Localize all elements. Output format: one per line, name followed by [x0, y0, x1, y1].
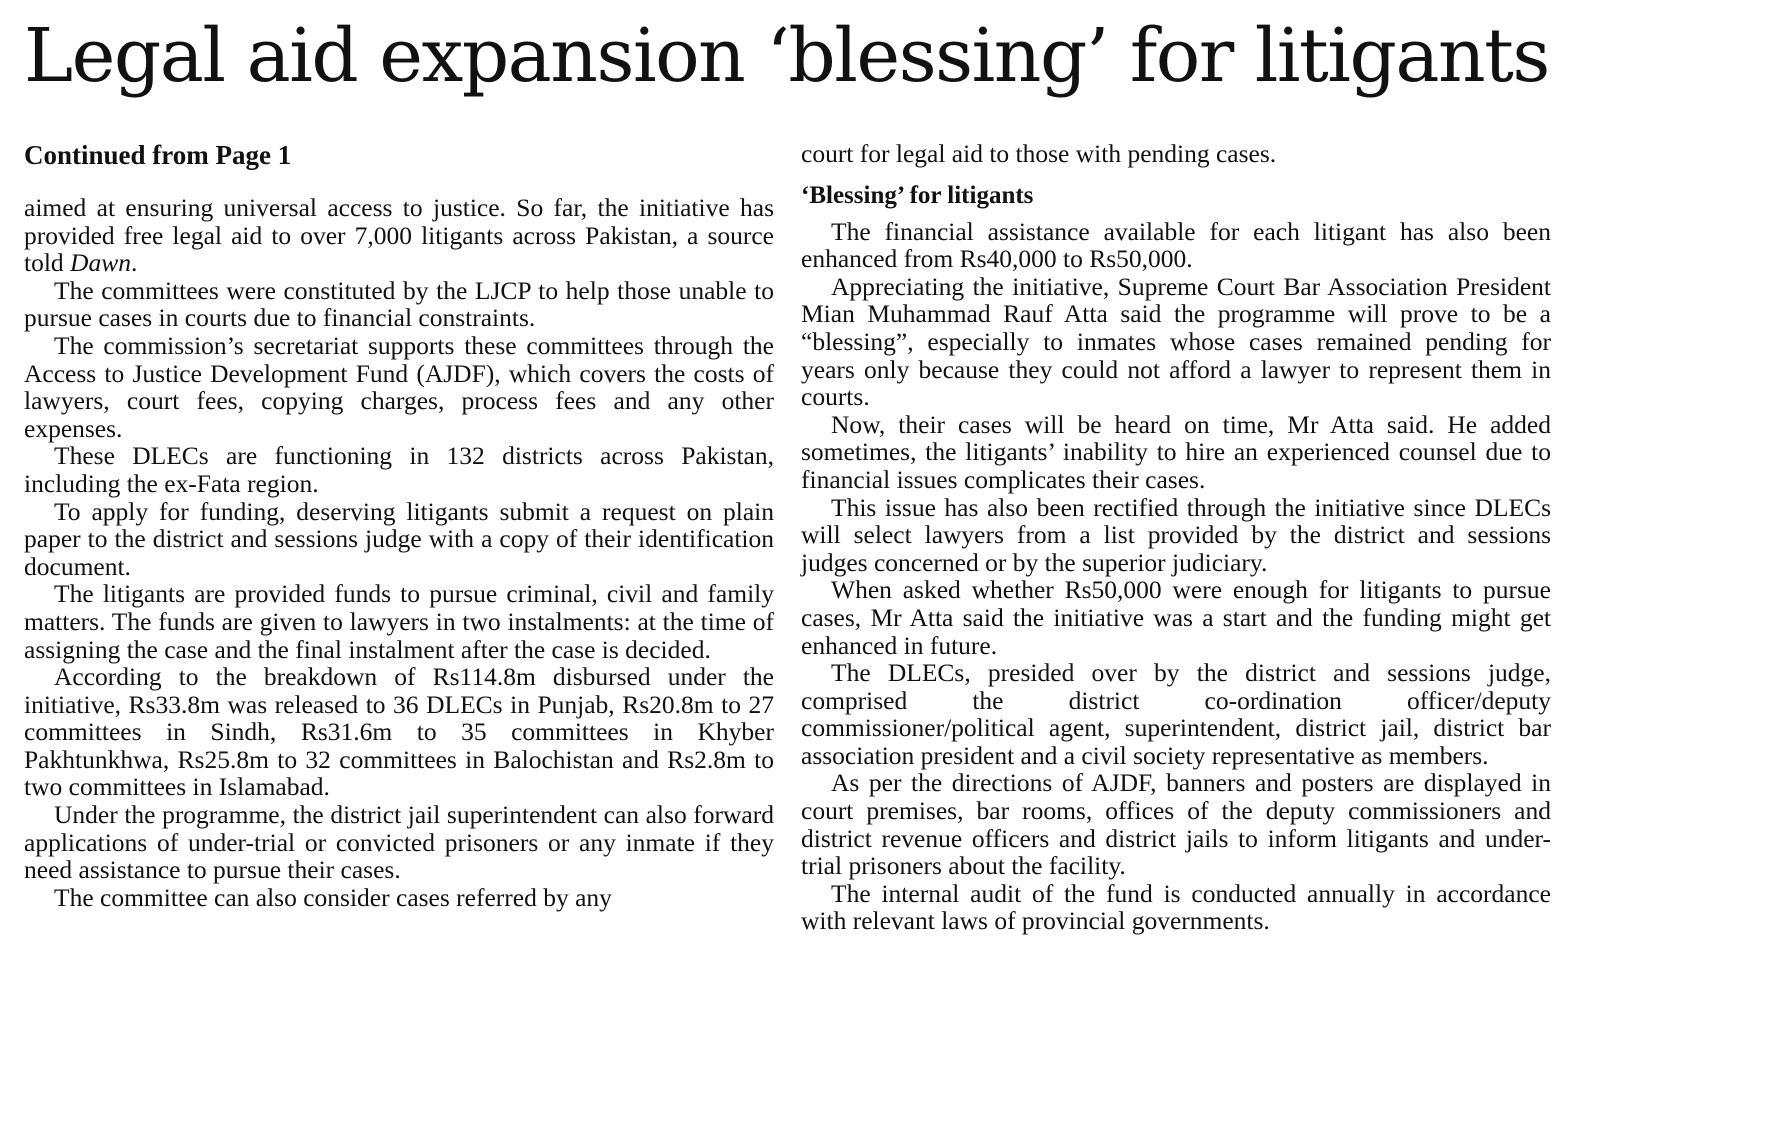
continued-from-label: Continued from Page 1 [24, 140, 292, 170]
paragraph: The committee can also consider cases referred by any [54, 882, 612, 912]
paragraph: When asked whether Rs50,000 were enough for litigants to pursue cases, Mr Atta said the initiative was a start and the funding might get enhanced in future. [801, 575, 1551, 660]
article-column-right [801, 136, 1551, 935]
headline: Legal aid expansion ‘blessing’ for litigants [24, 13, 1549, 99]
paragraph: The commission’s secretariat supports these committees through the Access to Justice Development Fund (AJDF), which covers the costs of lawyers, court fees, copying charges, process fees and any other expenses. [24, 330, 774, 443]
continuation-paragraph: court for legal aid to those with pending cases. [801, 139, 1277, 168]
paragraph: As per the directions of AJDF, banners and posters are displayed in court premises, bar rooms, offices of the deputy commissioners and district revenue officers and district jails to inform litigants and under-trial prisoners about the facility. [801, 768, 1551, 881]
paragraph: According to the breakdown of Rs114.8m disbursed under the initiative, Rs33.8m was released to 36 DLECs in Punjab, Rs20.8m to 27 committees in Sindh, Rs31.6m to 35 committees in Khyber Pakhtunkhwa, Rs25.8m to 32 committees in Balochistan and Rs2.8m to two committees in Islamabad. [24, 662, 774, 802]
paragraph: These DLECs are functioning in 132 districts across Pakistan, including the ex-Fata region. [24, 441, 774, 498]
paragraph: Appreciating the initiative, Supreme Court Bar Association President Mian Muhammad Rauf Atta said the programme will prove to be a “blessing”, especially to inmates whose cases remained pending for years only because they could not afford a lawyer to represent them in courts. [801, 271, 1551, 412]
paragraph: The litigants are provided funds to pursue criminal, civil and family matters. The funds are given to lawyers in two instalments: at the time of assigning the case and the final instalment after the case is decided. [24, 579, 774, 664]
paragraph: The financial assistance available for each litigant has also been enhanced from Rs40,000 to Rs50,000. [801, 216, 1551, 274]
paragraph: The DLECs, presided over by the district and sessions judge, comprised the district co-ordination officer/deputy commissioner/political agent, superintendent, district jail, district bar association president and a civil society representative as members. [801, 658, 1551, 770]
paragraph: The internal audit of the fund is conducted annually in accordance with relevant laws of provincial governments. [801, 878, 1551, 936]
paragraph: Now, their cases will be heard on time, Mr Atta said. He added sometimes, the litigants’ inability to hire an experienced counsel due to financial issues complicates their cases. [801, 409, 1551, 494]
article-column-left [24, 136, 774, 911]
paragraph: To apply for funding, deserving litigants submit a request on plain paper to the district and sessions judge with a copy of their identification document. [24, 496, 774, 581]
paragraph: This issue has also been rectified through the initiative since DLECs will select lawyers from a list provided by the district and sessions judges concerned or by the superior judiciary. [801, 492, 1551, 577]
subheading: ‘Blessing’ for litigants [801, 181, 1034, 209]
paragraph: Under the programme, the district jail superintendent can also forward applications of under-trial or convicted prisoners or any inmate if they need assistance to pursue their cases. [24, 800, 774, 885]
paragraph: The committees were constituted by the LJCP to help those unable to pursue cases in courts due to financial constraints. [24, 275, 774, 333]
lead-paragraph: aimed at ensuring universal access to justice. So far, the initiative has provided free legal aid to over 7,000 litigants across Pakistan, a source told Dawn. [24, 193, 774, 278]
source-name: Dawn [70, 248, 131, 278]
